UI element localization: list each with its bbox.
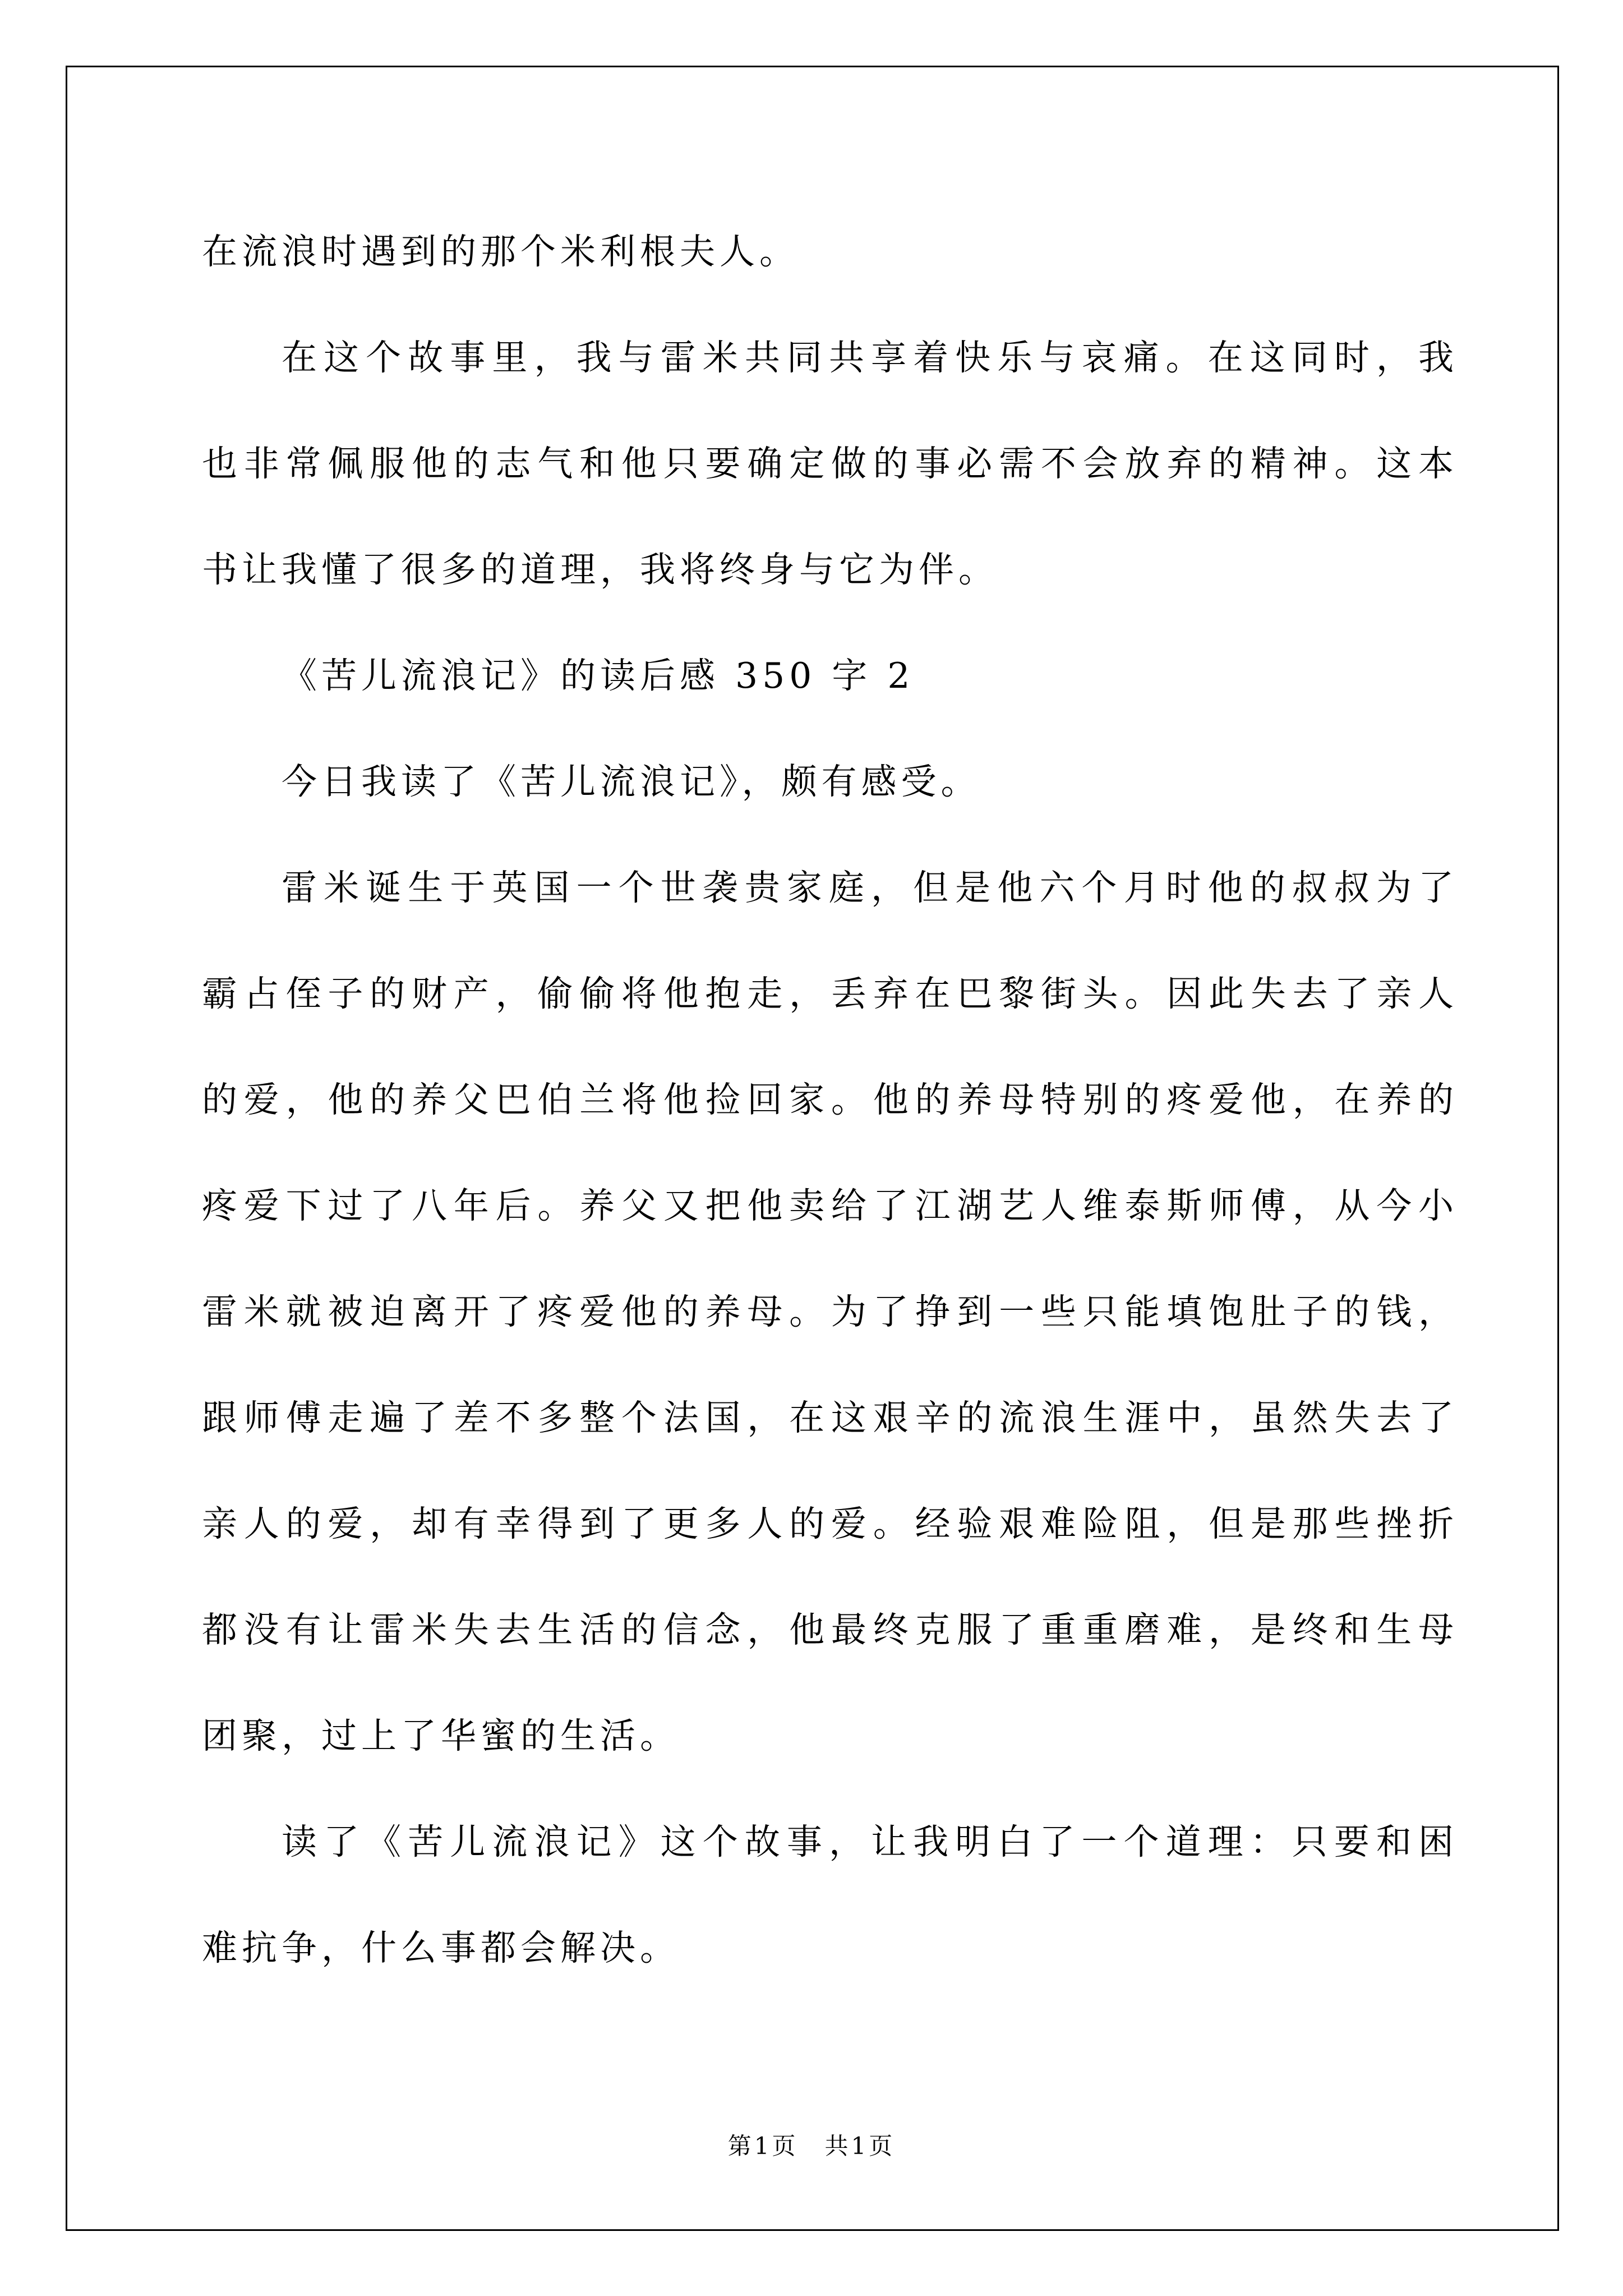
text-line: 书让我懂了很多的道理，我将终身与它为伴。 <box>202 549 998 590</box>
paragraph <box>202 1789 1458 2001</box>
text-line: 都没有让雷米失去生活的信念，他最终克服了重重磨难，是终和生母 <box>202 1609 1458 1650</box>
text-line: 在流浪时遇到的那个米利根夫人。 <box>202 231 799 272</box>
text-line: 今日我读了《苦儿流浪记》，颇有感受。 <box>282 761 981 802</box>
paragraph-section-heading <box>202 623 1458 729</box>
text-line: 亲人的爱，却有幸得到了更多人的爱。经验艰难险阻，但是那些挫折 <box>202 1503 1458 1544</box>
text-line: 难抗争，什么事都会解决。 <box>202 1927 680 1968</box>
text-line: 霸占侄子的财产，偷偷将他抱走，丢弃在巴黎街头。因此失去了亲人 <box>202 973 1458 1014</box>
text-line: 团聚，过上了华蜜的生活。 <box>202 1715 680 1756</box>
text-line: 在这个故事里，我与雷米共同共享着快乐与哀痛。在这同时，我 <box>282 337 1458 378</box>
paragraph <box>202 305 1458 623</box>
text-line: 疼爱下过了八年后。养父又把他卖给了江湖艺人维泰斯师傅，从今小 <box>202 1185 1458 1226</box>
paragraph <box>202 835 1458 1789</box>
paragraph <box>202 199 1458 305</box>
text-line: 的爱，他的养父巴伯兰将他捡回家。他的养母特别的疼爱他，在养的 <box>202 1079 1458 1120</box>
text-line: 也非常佩服他的志气和他只要确定做的事必需不会放弃的精神。这本 <box>202 443 1458 484</box>
text-line: 跟师傅走遍了差不多整个法国，在这艰辛的流浪生涯中，虽然失去了 <box>202 1397 1458 1438</box>
text-line: 《苦儿流浪记》的读后感 350 字 2 <box>282 655 915 696</box>
page-number-indicator: 第1页 共1页 <box>727 2132 896 2160</box>
text-line: 读了《苦儿流浪记》这个故事，让我明白了一个道理：只要和困 <box>282 1821 1458 1862</box>
text-line: 雷米诞生于英国一个世袭贵家庭，但是他六个月时他的叔叔为了 <box>282 867 1458 908</box>
document-body <box>202 199 1458 2001</box>
paragraph <box>202 729 1458 835</box>
text-line: 雷米就被迫离开了疼爱他的养母。为了挣到一些只能填饱肚子的钱， <box>202 1291 1458 1332</box>
